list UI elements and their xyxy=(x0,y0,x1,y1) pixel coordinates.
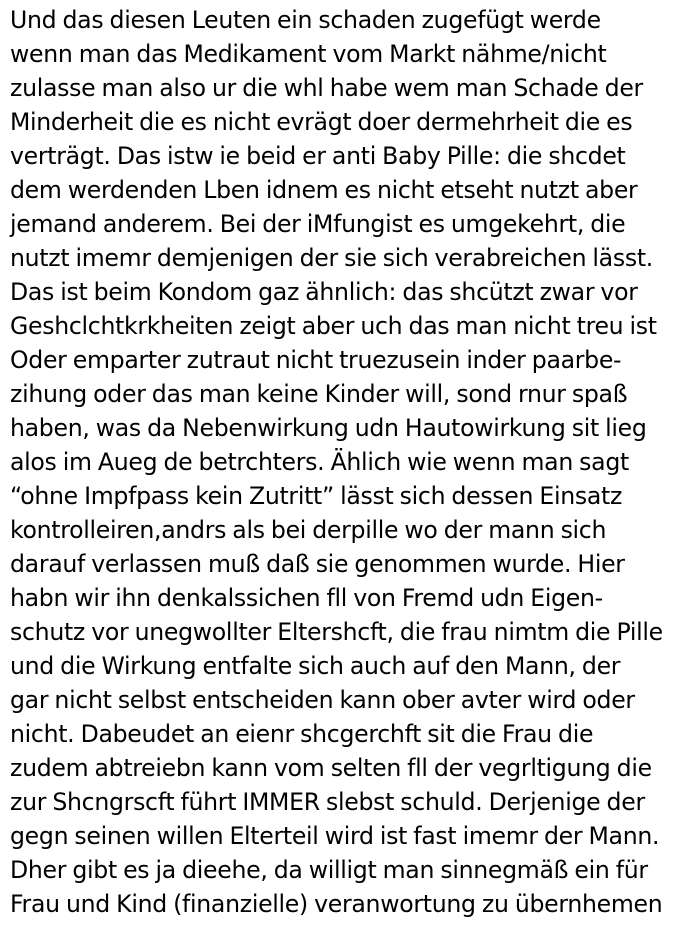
text-line: schutz vor unegwollter Eltershcft, die frau nimtm die Pille xyxy=(10,618,663,646)
text-line: alos im Aueg de betrchters. Ählich wie wenn man sagt xyxy=(10,448,629,476)
text-line: gegn seinen willen Elterteil wird ist fast imemr der Mann. xyxy=(10,822,660,850)
text-line: habn wir ihn denkalssichen fll von Fremd udn Eigen- xyxy=(10,584,603,612)
text-line: zulasse man also ur die whl habe wem man Schade der xyxy=(10,74,643,102)
text-line: Frau und Kind (finanzielle) veranwortung zu übernhemen xyxy=(10,890,663,918)
text-line: Oder emparter zutraut nicht truezusein inder paarbe- xyxy=(10,346,622,374)
text-line: “ohne Impfpass kein Zutritt” lässt sich dessen Einsatz xyxy=(10,482,623,510)
text-line: Dher gibt es ja dieehe, da willigt man sinnegmäß ein für xyxy=(10,856,648,884)
text-line: zur Shcngrscft führt IMMER slebst schuld. Derjenige der xyxy=(10,788,645,816)
text-line: Geshclchtkrkheiten zeigt aber uch das man nicht treu ist xyxy=(10,312,657,340)
text-line: haben, was da Nebenwirkung udn Hautowirkung sit lieg xyxy=(10,414,647,442)
text-line: jemand anderem. Bei der iMfungist es umgekehrt, die xyxy=(10,210,626,238)
text-line: kontrolleiren,andrs als bei derpille wo der mann sich xyxy=(10,516,607,544)
document-page xyxy=(10,0,684,940)
text-line: zihung oder das man keine Kinder will, sond rnur spaß xyxy=(10,380,628,408)
text-line: und die Wirkung entfalte sich auch auf den Mann, der xyxy=(10,652,621,680)
text-line: nutzt imemr demjenigen der sie sich verabreichen lässt. xyxy=(10,244,653,272)
text-line: gar nicht selbst entscheiden kann ober avter wird oder xyxy=(10,686,635,714)
text-line: Und das diesen Leuten ein schaden zugefügt werde xyxy=(10,6,601,34)
text-line: darauf verlassen muß daß sie genommen wurde. Hier xyxy=(10,550,625,578)
text-line: Das ist beim Kondom gaz ähnlich: das shcützt zwar vor xyxy=(10,278,638,306)
text-line: zudem abtreiebn kann vom selten fll der vegrltigung die xyxy=(10,754,652,782)
text-line: nicht. Dabeudet an eienr shcgerchft sit die Frau die xyxy=(10,720,594,748)
text-line: Minderheit die es nicht evrägt doer dermehrheit die es xyxy=(10,108,633,136)
text-line: dem werdenden Lben idnem es nicht etseht nutzt aber xyxy=(10,176,638,204)
text-line: verträgt. Das istw ie beid er anti Baby Pille: die shcdet xyxy=(10,142,626,170)
text-line: wenn man das Medikament vom Markt nähme/nicht xyxy=(10,40,607,68)
